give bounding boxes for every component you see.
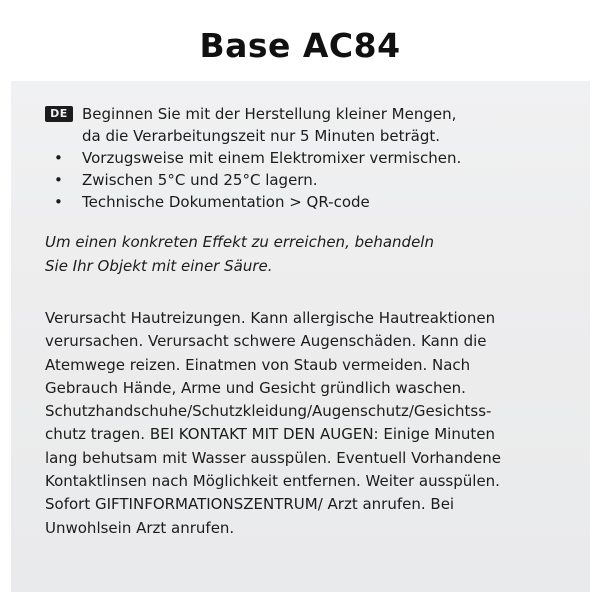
intro-line-1: Beginnen Sie mit der Herstellung kleiner Mengen, (82, 105, 457, 123)
italic-line-1: Um einen konkreten Effekt zu erreichen, behandeln (45, 233, 434, 251)
warning-line: Sofort GIFTINFORMATIONSZENTRUM/ Arzt anrufen. Bei (45, 495, 455, 514)
warning-line: Verursacht Hautreizungen. Kann allergische Hautreaktionen (45, 309, 496, 327)
hazard-warning-paragraph (45, 307, 585, 540)
instruction-bullet-list (45, 147, 585, 213)
bullet-text: Technische Dokumentation > QR-code (82, 193, 370, 211)
label-text-content (45, 103, 585, 540)
italic-line-2: Sie Ihr Objekt mit einer Säure. (45, 257, 273, 275)
language-badge: DE (45, 106, 73, 122)
intro-paragraph (45, 103, 585, 147)
bullet-text: Zwischen 5°C und 25°C lagern. (82, 171, 318, 189)
bullet-dot: • (54, 149, 63, 167)
warning-line: Kontaktlinsen nach Möglichkeit entfernen. Weiter ausspülen. (45, 472, 500, 491)
bullet-text: Vorzugsweise mit einem Elektromixer vermischen. (82, 149, 462, 167)
product-label-photo (11, 81, 590, 592)
bullet-item (45, 147, 585, 169)
bullet-item (45, 169, 585, 191)
warning-line: Unwohlsein Arzt anrufen. (45, 518, 235, 537)
intro-line-2: da die Verarbeitungszeit nur 5 Minuten beträgt. (82, 127, 441, 145)
page-title: Base AC84 (199, 26, 401, 65)
warning-line: Atemwege reizen. Einatmen von Staub vermeiden. Nach (45, 355, 471, 374)
acid-treatment-note (45, 230, 585, 278)
bullet-dot: • (54, 171, 63, 189)
bullet-item (45, 191, 585, 213)
bullet-dot: • (54, 193, 63, 211)
warning-line: Gebrauch Hände, Arme und Gesicht gründlich waschen. (45, 378, 466, 397)
warning-line: chutz tragen. BEI KONTAKT MIT DEN AUGEN: Einige Minuten (45, 425, 495, 444)
warning-line: verursachen. Verursacht schwere Augenschäden. Kann die (45, 332, 487, 351)
warning-line: lang behutsam mit Wasser ausspülen. Eventuell Vorhandene (45, 448, 501, 467)
warning-line: Schutzhandschuhe/Schutzkleidung/Augenschutz/Gesichtss- (45, 402, 492, 421)
